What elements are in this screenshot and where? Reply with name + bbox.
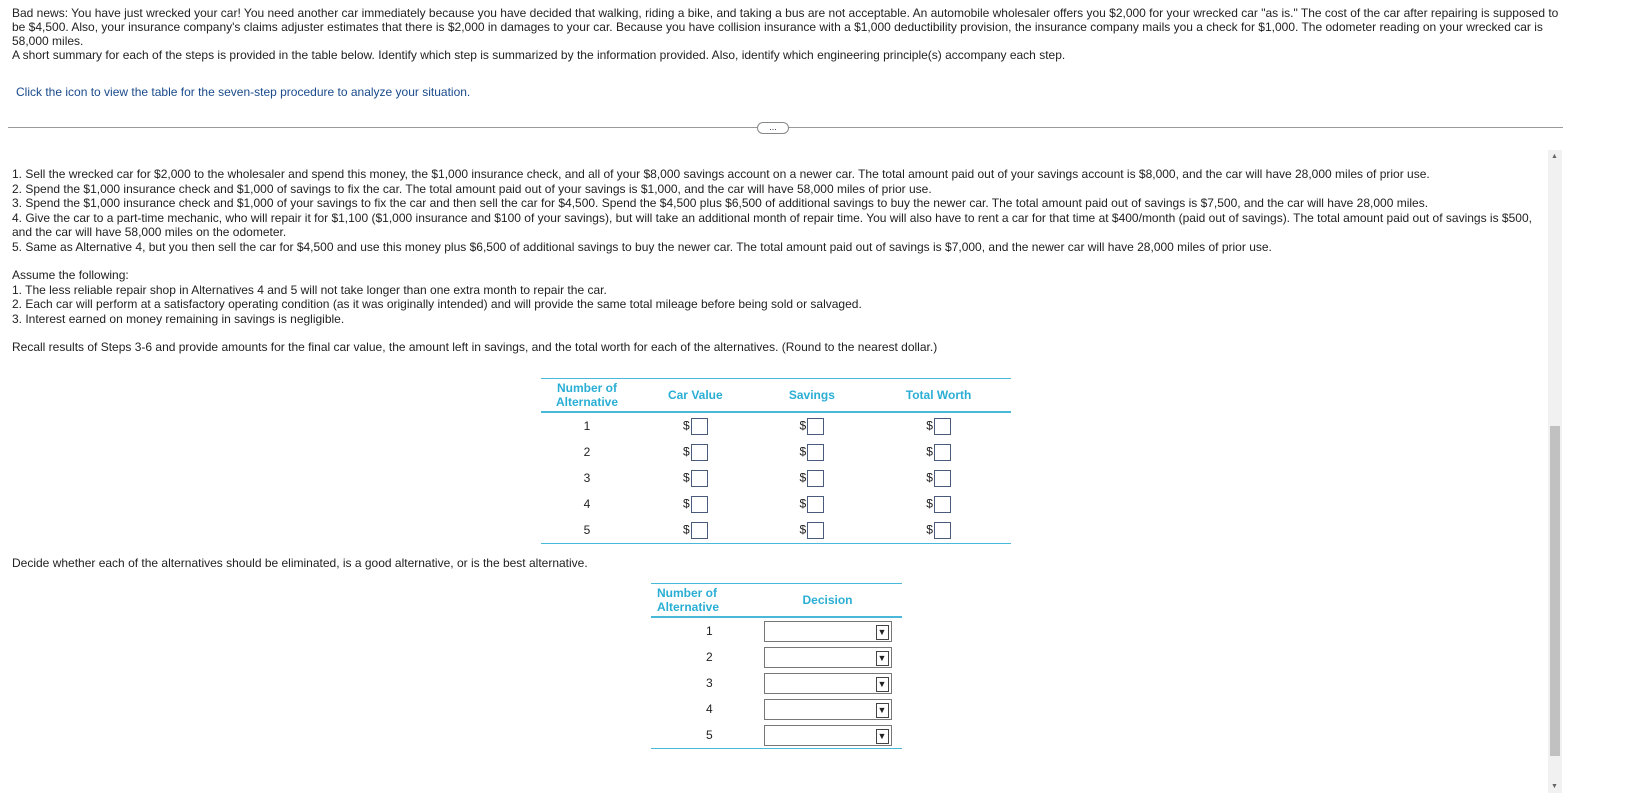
assumption-item: 3. Interest earned on money remaining in savings is negligible. xyxy=(12,311,345,326)
worth-table xyxy=(541,378,1011,544)
currency-symbol: $ xyxy=(682,470,690,485)
assumption-item: 1. The less reliable repair shop in Alternatives 4 and 5 will not take longer than one extra month to repair the car. xyxy=(12,282,607,297)
assumption-item: 2. Each car will perform at a satisfactory operating condition (as it was originally intended) and will provide the same total mileage before being sold or salvaged. xyxy=(12,297,862,311)
car-value-input[interactable] xyxy=(691,496,708,513)
dropdown-arrow-icon[interactable]: ▼ xyxy=(876,703,889,718)
header-total-worth: Total Worth xyxy=(866,379,1011,413)
table-row xyxy=(541,517,1011,544)
dropdown-arrow-icon[interactable]: ▼ xyxy=(876,625,889,640)
alternative-number: 4 xyxy=(706,702,713,716)
alternatives-list xyxy=(12,167,1542,254)
vertical-scrollbar[interactable] xyxy=(1548,150,1562,793)
total-worth-input[interactable] xyxy=(934,444,951,461)
header-number: Number of Alternative xyxy=(651,584,753,618)
header-car-value: Car Value xyxy=(633,379,758,413)
currency-symbol: $ xyxy=(682,418,690,433)
alternative-number: 3 xyxy=(706,676,713,690)
alternative-item: 1. Sell the wrecked car for $2,000 to the wholesaler and spend this money, the $1,000 insurance check, and all of your $8,000 savings account on a newer car. The total amount paid out of your savings account is $8,000, and the car will have 28,000 miles of prior use. xyxy=(12,167,1430,181)
currency-symbol: $ xyxy=(926,470,933,485)
savings-input[interactable] xyxy=(807,418,824,435)
table-row xyxy=(541,412,1011,439)
savings-input[interactable] xyxy=(807,444,824,461)
intro-text: Bad news: You have just wrecked your car! You need another car immediately because you have decided that walking, riding a bike, and taking a bus are not acceptable. An automobile wholesaler offers you $2,000 for your wrecked car "as is." The cost of the car after repairing is supposed to be $4,500. Also, your insurance company's claims adjuster estimates that there is $2,000 in damages to your car. Because you have collision insurance with a $1,000 deductibility provision, the insurance company mails you a check for $1,000. The odometer reading on your wrecked car is 58,000 miles. xyxy=(12,6,1559,48)
dropdown-arrow-icon[interactable]: ▼ xyxy=(876,677,889,692)
dropdown-arrow-icon[interactable]: ▼ xyxy=(876,729,889,744)
table-row xyxy=(651,617,902,644)
alternative-item: 2. Spend the $1,000 insurance check and $1,000 of savings to fix the car. The total amount paid out of your savings is $1,000, and the car will have 58,000 miles of prior use. xyxy=(12,181,932,196)
alternative-item: 5. Same as Alternative 4, but you then sell the car for $4,500 and use this money plus $6,500 of additional savings to buy the newer car. The total amount paid out of savings is $7,000, and the newer car will have 28,000 miles of prior use. xyxy=(12,239,1272,254)
decision-table xyxy=(651,583,902,749)
currency-symbol: $ xyxy=(926,418,933,433)
savings-input[interactable] xyxy=(807,522,824,539)
instruction-text: A short summary for each of the steps is provided in the table below. Identify which step is summarized by the information provided. Also, identify which engineering principle(s) accompany each step. xyxy=(12,48,1066,62)
car-value-input[interactable] xyxy=(691,522,708,539)
currency-symbol: $ xyxy=(926,522,933,537)
alternative-number: 5 xyxy=(541,517,633,544)
decision-select[interactable] xyxy=(764,647,892,668)
alternative-item: 3. Spend the $1,000 insurance check and $1,000 of your savings to fix the car and then sell the car for $4,500. Spend the $4,500 plus $6,500 of additional savings to buy the newer car. The total amount paid out of savings is $7,500, and the car will have 28,000 miles. xyxy=(12,196,1429,210)
currency-symbol: $ xyxy=(799,496,807,511)
expand-more-button[interactable]: ... xyxy=(757,122,789,134)
decide-instruction: Decide whether each of the alternatives should be eliminated, is a good alternative, or is the best alternative. xyxy=(12,556,588,570)
currency-symbol: $ xyxy=(926,496,933,511)
header-decision: Decision xyxy=(753,584,902,618)
header-savings: Savings xyxy=(758,379,866,413)
question-pane xyxy=(0,150,1550,793)
currency-symbol: $ xyxy=(799,444,807,459)
decision-select[interactable] xyxy=(764,725,892,746)
savings-input[interactable] xyxy=(807,470,824,487)
currency-symbol: $ xyxy=(682,522,690,537)
currency-symbol: $ xyxy=(799,470,807,485)
problem-statement xyxy=(12,6,1560,62)
table-row xyxy=(651,670,902,696)
alternative-item: 4. Give the car to a part-time mechanic, who will repair it for $1,100 ($1,000 insurance and $100 of your savings), but will take an additional month of repair time. You will also have to rent a car for that time at $400/month (paid out of savings). The total amount paid out of savings is $500, and the car will have 58,000 miles on the odometer. xyxy=(12,210,1532,239)
alternative-number: 5 xyxy=(651,722,753,749)
recall-instruction: Recall results of Steps 3-6 and provide amounts for the final car value, the amount left in savings, and the total worth for each of the alternatives. (Round to the nearest dollar.) xyxy=(12,340,938,354)
table-row xyxy=(651,696,902,722)
scroll-up-icon[interactable]: ▲ xyxy=(1551,153,1558,160)
alternative-number: 1 xyxy=(583,419,591,433)
car-value-input[interactable] xyxy=(691,470,708,487)
alternative-number: 4 xyxy=(583,497,591,511)
table-row xyxy=(541,439,1011,465)
table-row xyxy=(651,722,902,749)
currency-symbol: $ xyxy=(799,522,807,537)
car-value-input[interactable] xyxy=(691,444,708,461)
alternative-number: 3 xyxy=(583,471,591,485)
table-row xyxy=(541,465,1011,491)
assume-heading: Assume the following: xyxy=(12,268,129,282)
currency-symbol: $ xyxy=(926,444,933,459)
savings-input[interactable] xyxy=(807,496,824,513)
header-number: Number of Alternative xyxy=(541,379,633,413)
total-worth-input[interactable] xyxy=(934,496,951,513)
table-row xyxy=(651,644,902,670)
alternative-number: 2 xyxy=(583,445,591,459)
table-row xyxy=(541,491,1011,517)
decision-select[interactable] xyxy=(764,621,892,642)
decision-select[interactable] xyxy=(764,699,892,720)
total-worth-input[interactable] xyxy=(934,470,951,487)
currency-symbol: $ xyxy=(682,496,690,511)
alternative-number: 1 xyxy=(706,624,713,638)
currency-symbol: $ xyxy=(682,444,690,459)
car-value-input[interactable] xyxy=(691,418,708,435)
scroll-down-icon[interactable]: ▼ xyxy=(1551,783,1558,790)
currency-symbol: $ xyxy=(799,418,807,433)
total-worth-input[interactable] xyxy=(934,418,951,435)
seven-step-table-link[interactable]: Click the icon to view the table for the seven-step procedure to analyze your situation. xyxy=(16,85,471,99)
decision-select[interactable] xyxy=(764,673,892,694)
scrollbar-thumb[interactable] xyxy=(1550,426,1560,756)
alternative-number: 2 xyxy=(706,650,713,664)
total-worth-input[interactable] xyxy=(934,522,951,539)
dropdown-arrow-icon[interactable]: ▼ xyxy=(876,651,889,666)
